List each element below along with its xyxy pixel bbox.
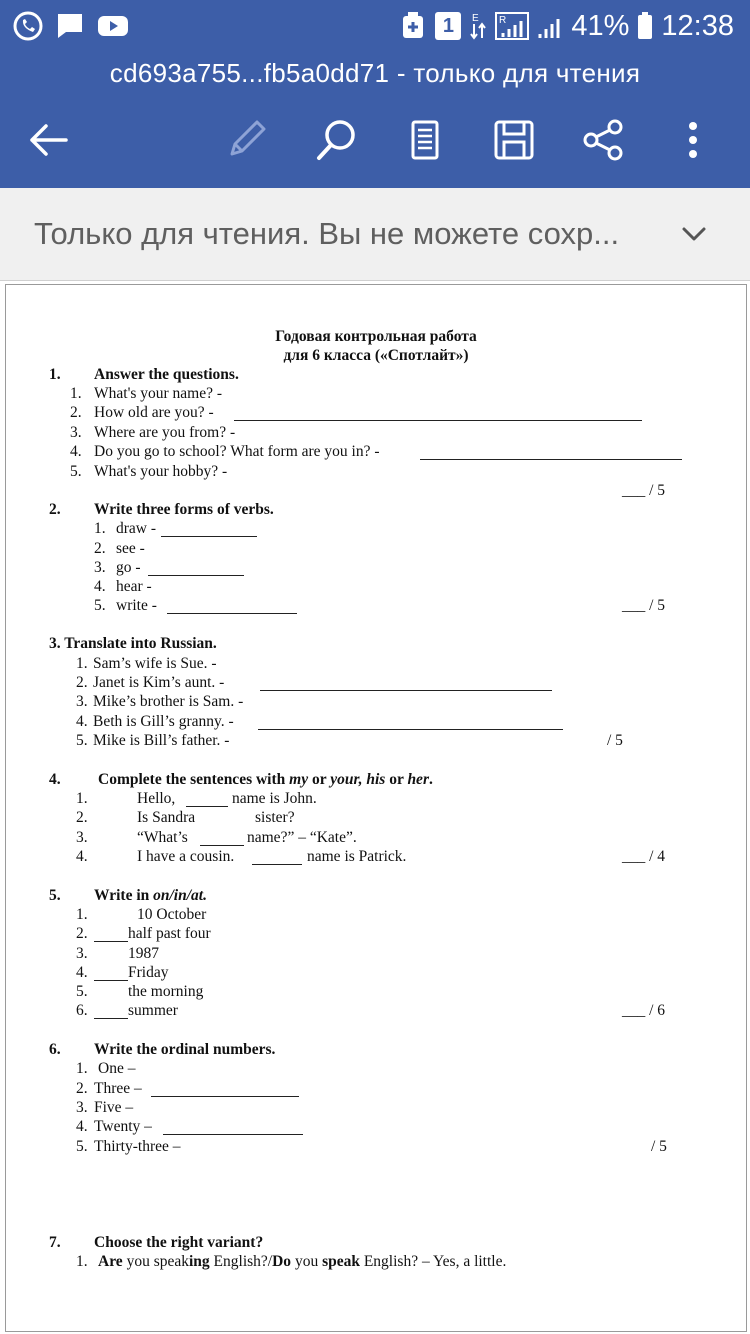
doc-heading-line1: Годовая контрольная работа	[275, 328, 477, 345]
list-number: 2.	[76, 674, 88, 691]
sentence-end: name?” – “Kate”.	[247, 829, 357, 846]
answer-line	[151, 1096, 299, 1097]
list-item: 10 October	[137, 906, 207, 923]
list-number: 3.	[70, 424, 82, 441]
answer-line	[252, 864, 302, 865]
list-item: summer	[128, 1002, 178, 1019]
list-number: 4.	[76, 964, 88, 981]
score-box: / 5	[651, 1138, 667, 1155]
answer-line	[234, 420, 642, 421]
list-number: 3.	[76, 829, 88, 846]
battery-percent: 41%	[571, 9, 630, 42]
list-item: What's your name? -	[94, 385, 223, 402]
list-item: Where are you from? -	[94, 424, 236, 441]
sentence-end: name is John.	[232, 790, 317, 807]
list-item: Mike is Bill’s father. -	[93, 732, 230, 749]
list-number: 3.	[76, 1099, 88, 1116]
section-heading: Answer the questions.	[94, 366, 239, 383]
section-heading: 3. Translate into Russian.	[49, 635, 217, 652]
section-heading: Complete the sentences with my or your, his or her.	[98, 771, 433, 788]
list-item: One –	[98, 1060, 136, 1077]
status-right	[399, 6, 734, 46]
document-page[interactable]	[5, 284, 747, 1332]
share-icon	[581, 118, 625, 162]
list-item: the morning	[128, 983, 204, 1000]
clock: 12:38	[661, 9, 734, 42]
list-item: draw -	[116, 520, 157, 537]
section-heading: Choose the right variant?	[94, 1234, 264, 1251]
answer-line	[94, 1018, 128, 1019]
list-number: 5.	[94, 597, 106, 614]
section-number: 4.	[49, 771, 61, 788]
status-bar	[0, 0, 750, 52]
answer-line	[167, 613, 297, 614]
document-title: cd693a755...fb5a0dd71 - только для чтения	[109, 58, 641, 88]
sentence-start: I have a cousin.	[137, 848, 235, 865]
list-item: Friday	[128, 964, 169, 981]
answer-line	[420, 459, 682, 460]
answer-line	[200, 845, 244, 846]
read-only-message: Только для чтения. Вы не можете сохр...	[34, 216, 620, 251]
search-button[interactable]	[308, 112, 364, 168]
list-number: 5.	[76, 983, 88, 1000]
list-item: Do you go to school? What form are you in? -	[94, 443, 380, 460]
chevron-down-icon[interactable]	[676, 216, 712, 252]
list-number: 4.	[76, 1118, 88, 1135]
sentence-start: Is Sandra	[137, 809, 196, 826]
answer-line	[148, 575, 244, 576]
list-number: 1.	[76, 906, 88, 923]
answer-line	[94, 941, 128, 942]
list-item: half past four	[128, 925, 211, 942]
list-number: 2.	[70, 404, 82, 421]
section-number: 6.	[49, 1041, 61, 1058]
more-options-button[interactable]	[665, 112, 721, 168]
signal-icon	[537, 10, 563, 42]
section-heading: Write the ordinal numbers.	[94, 1041, 276, 1058]
answer-line	[260, 690, 552, 691]
list-item: 1987	[128, 945, 159, 962]
score-box: / 5	[607, 732, 623, 749]
section-heading: Write three forms of verbs.	[94, 501, 274, 518]
list-item: How old are you? -	[94, 404, 214, 421]
sentence-start: “What’s	[137, 829, 188, 846]
score-box: ___ / 6	[622, 1002, 666, 1019]
signal-roaming-icon	[495, 10, 529, 42]
list-item: Sam’s wife is Sue. -	[93, 655, 217, 672]
list-item: see -	[116, 540, 145, 557]
list-number: 1.	[76, 655, 88, 672]
answer-line	[163, 1134, 303, 1135]
read-only-banner[interactable]	[0, 188, 750, 281]
list-number: 6.	[76, 1002, 88, 1019]
data-arrows-icon	[469, 10, 487, 42]
list-number: 4.	[70, 443, 82, 460]
save-status-icon	[399, 10, 427, 42]
list-number: 4.	[76, 848, 88, 865]
list-number: 5.	[76, 1138, 88, 1155]
list-number: 5.	[76, 732, 88, 749]
list-number: 4.	[94, 578, 106, 595]
list-item: Mike’s brother is Sam. -	[93, 693, 244, 710]
message-icon	[54, 10, 86, 42]
list-number: 3.	[76, 945, 88, 962]
back-button[interactable]	[20, 112, 76, 168]
reading-view-button[interactable]	[397, 112, 453, 168]
list-number: 3.	[76, 693, 88, 710]
list-number: 1.	[76, 1253, 88, 1270]
score-box: ___ / 4	[622, 848, 666, 865]
list-number: 1.	[94, 520, 106, 537]
more-vertical-icon	[671, 118, 715, 162]
app-bar	[0, 0, 750, 188]
svg-text:E: E	[472, 13, 480, 24]
list-item: hear -	[116, 578, 152, 595]
section-number: 5.	[49, 887, 61, 904]
section-number: 7.	[49, 1234, 61, 1251]
sim-badge: 1	[435, 12, 461, 40]
section-heading: Write in on/in/at.	[94, 887, 207, 904]
list-item: What's your hobby? -	[94, 463, 228, 480]
list-number: 2.	[76, 1080, 88, 1097]
answer-line	[161, 536, 257, 537]
svg-text:R: R	[499, 15, 507, 26]
list-number: 1.	[76, 1060, 88, 1077]
list-number: 4.	[76, 713, 88, 730]
list-number: 2.	[76, 925, 88, 942]
list-item: Three –	[94, 1080, 142, 1097]
edit-button[interactable]	[218, 112, 274, 168]
list-item: Twenty –	[94, 1118, 152, 1135]
section-number: 1.	[49, 366, 61, 383]
section-number: 2.	[49, 501, 61, 518]
viber-icon	[12, 10, 44, 42]
list-item: Five –	[94, 1099, 134, 1116]
back-arrow-icon	[26, 118, 70, 162]
list-item: write -	[116, 597, 157, 614]
answer-line	[94, 980, 128, 981]
list-item: go -	[116, 559, 141, 576]
battery-icon	[637, 10, 653, 42]
list-item: Thirty-three –	[94, 1138, 181, 1155]
document-view-icon	[403, 118, 447, 162]
list-item: Beth is Gill’s granny. -	[93, 713, 234, 730]
youtube-icon	[96, 10, 130, 42]
score-box: ___ / 5	[622, 597, 666, 614]
sentence-start: Hello,	[137, 790, 176, 807]
list-number: 3.	[94, 559, 106, 576]
pencil-icon	[224, 118, 268, 162]
answer-line	[186, 806, 228, 807]
list-number: 1.	[70, 385, 82, 402]
list-item: Janet is Kim’s aunt. -	[93, 674, 225, 691]
search-icon	[314, 118, 358, 162]
list-number: 1.	[76, 790, 88, 807]
score-box: ___ / 5	[622, 482, 666, 499]
sentence-end: name is Patrick.	[307, 848, 407, 865]
doc-heading-line2: для 6 класса («Спотлайт»)	[283, 347, 469, 364]
list-number: 2.	[94, 540, 106, 557]
list-number: 5.	[70, 463, 82, 480]
sentence-end: sister?	[255, 809, 295, 826]
status-left	[12, 6, 130, 46]
save-button[interactable]	[486, 112, 542, 168]
answer-line	[258, 729, 563, 730]
list-item: Are you speaking English?/Do you speak English? – Yes, a little.	[98, 1253, 507, 1270]
list-number: 2.	[76, 809, 88, 826]
share-button[interactable]	[575, 112, 631, 168]
floppy-disk-icon	[492, 118, 536, 162]
